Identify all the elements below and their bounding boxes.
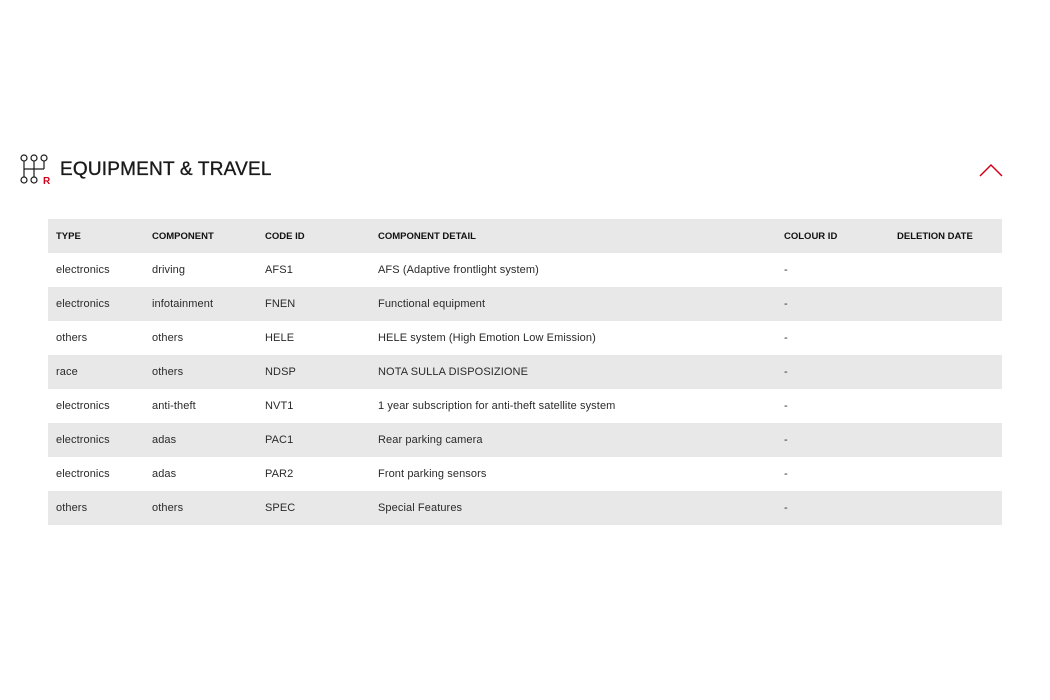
cell-deletion-date [889, 389, 1002, 423]
cell-type: electronics [48, 423, 144, 457]
cell-colour-id: - [776, 253, 889, 287]
column-header-component: COMPONENT [144, 219, 257, 253]
cell-deletion-date [889, 491, 1002, 525]
cell-component-detail: AFS (Adaptive frontlight system) [370, 253, 776, 287]
cell-deletion-date [889, 457, 1002, 491]
cell-component: adas [144, 457, 257, 491]
cell-component: others [144, 491, 257, 525]
table-row [48, 423, 1002, 457]
cell-code-id: SPEC [257, 491, 370, 525]
cell-colour-id: - [776, 321, 889, 355]
cell-component-detail: Front parking sensors [370, 457, 776, 491]
column-header-colour-id: COLOUR ID [776, 219, 889, 253]
cell-code-id: PAC1 [257, 423, 370, 457]
cell-colour-id: - [776, 355, 889, 389]
column-header-component-detail: COMPONENT DETAIL [370, 219, 776, 253]
cell-deletion-date [889, 423, 1002, 457]
cell-colour-id: - [776, 389, 889, 423]
cell-deletion-date [889, 321, 1002, 355]
table-header-row [48, 219, 1002, 253]
cell-component-detail: Rear parking camera [370, 423, 776, 457]
cell-code-id: PAR2 [257, 457, 370, 491]
cell-type: others [48, 321, 144, 355]
cell-component-detail: Functional equipment [370, 287, 776, 321]
cell-type: electronics [48, 389, 144, 423]
table-row [48, 355, 1002, 389]
cell-component-detail: HELE system (High Emotion Low Emission) [370, 321, 776, 355]
cell-deletion-date [889, 287, 1002, 321]
column-header-deletion-date: DELETION DATE [889, 219, 1002, 253]
cell-component-detail: NOTA SULLA DISPOSIZIONE [370, 355, 776, 389]
cell-type: race [48, 355, 144, 389]
cell-component: infotainment [144, 287, 257, 321]
cell-component-detail: 1 year subscription for anti-theft satellite system [370, 389, 776, 423]
cell-code-id: FNEN [257, 287, 370, 321]
cell-component: anti-theft [144, 389, 257, 423]
cell-type: others [48, 491, 144, 525]
table-row [48, 457, 1002, 491]
cell-type: electronics [48, 287, 144, 321]
column-header-code-id: CODE ID [257, 219, 370, 253]
cell-code-id: NVT1 [257, 389, 370, 423]
gearshift-badge: R [43, 176, 51, 187]
collapse-toggle-button[interactable] [978, 160, 1004, 180]
table-row [48, 491, 1002, 525]
table-row [48, 287, 1002, 321]
cell-colour-id: - [776, 491, 889, 525]
cell-colour-id: - [776, 457, 889, 491]
cell-component: adas [144, 423, 257, 457]
cell-code-id: AFS1 [257, 253, 370, 287]
cell-code-id: HELE [257, 321, 370, 355]
cell-type: electronics [48, 457, 144, 491]
equipment-table [48, 219, 1002, 525]
section-title: EQUIPMENT & TRAVEL [60, 159, 272, 180]
cell-component: others [144, 321, 257, 355]
table-row [48, 253, 1002, 287]
cell-component: others [144, 355, 257, 389]
equipment-table-container [48, 219, 1002, 525]
table-row [48, 389, 1002, 423]
chevron-up-icon [979, 163, 1003, 177]
cell-code-id: NDSP [257, 355, 370, 389]
section-header[interactable] [20, 152, 1004, 188]
cell-deletion-date [889, 355, 1002, 389]
gearshift-icon [20, 153, 52, 187]
cell-component-detail: Special Features [370, 491, 776, 525]
cell-deletion-date [889, 253, 1002, 287]
table-row [48, 321, 1002, 355]
cell-colour-id: - [776, 287, 889, 321]
cell-colour-id: - [776, 423, 889, 457]
cell-component: driving [144, 253, 257, 287]
column-header-type: TYPE [48, 219, 144, 253]
cell-type: electronics [48, 253, 144, 287]
